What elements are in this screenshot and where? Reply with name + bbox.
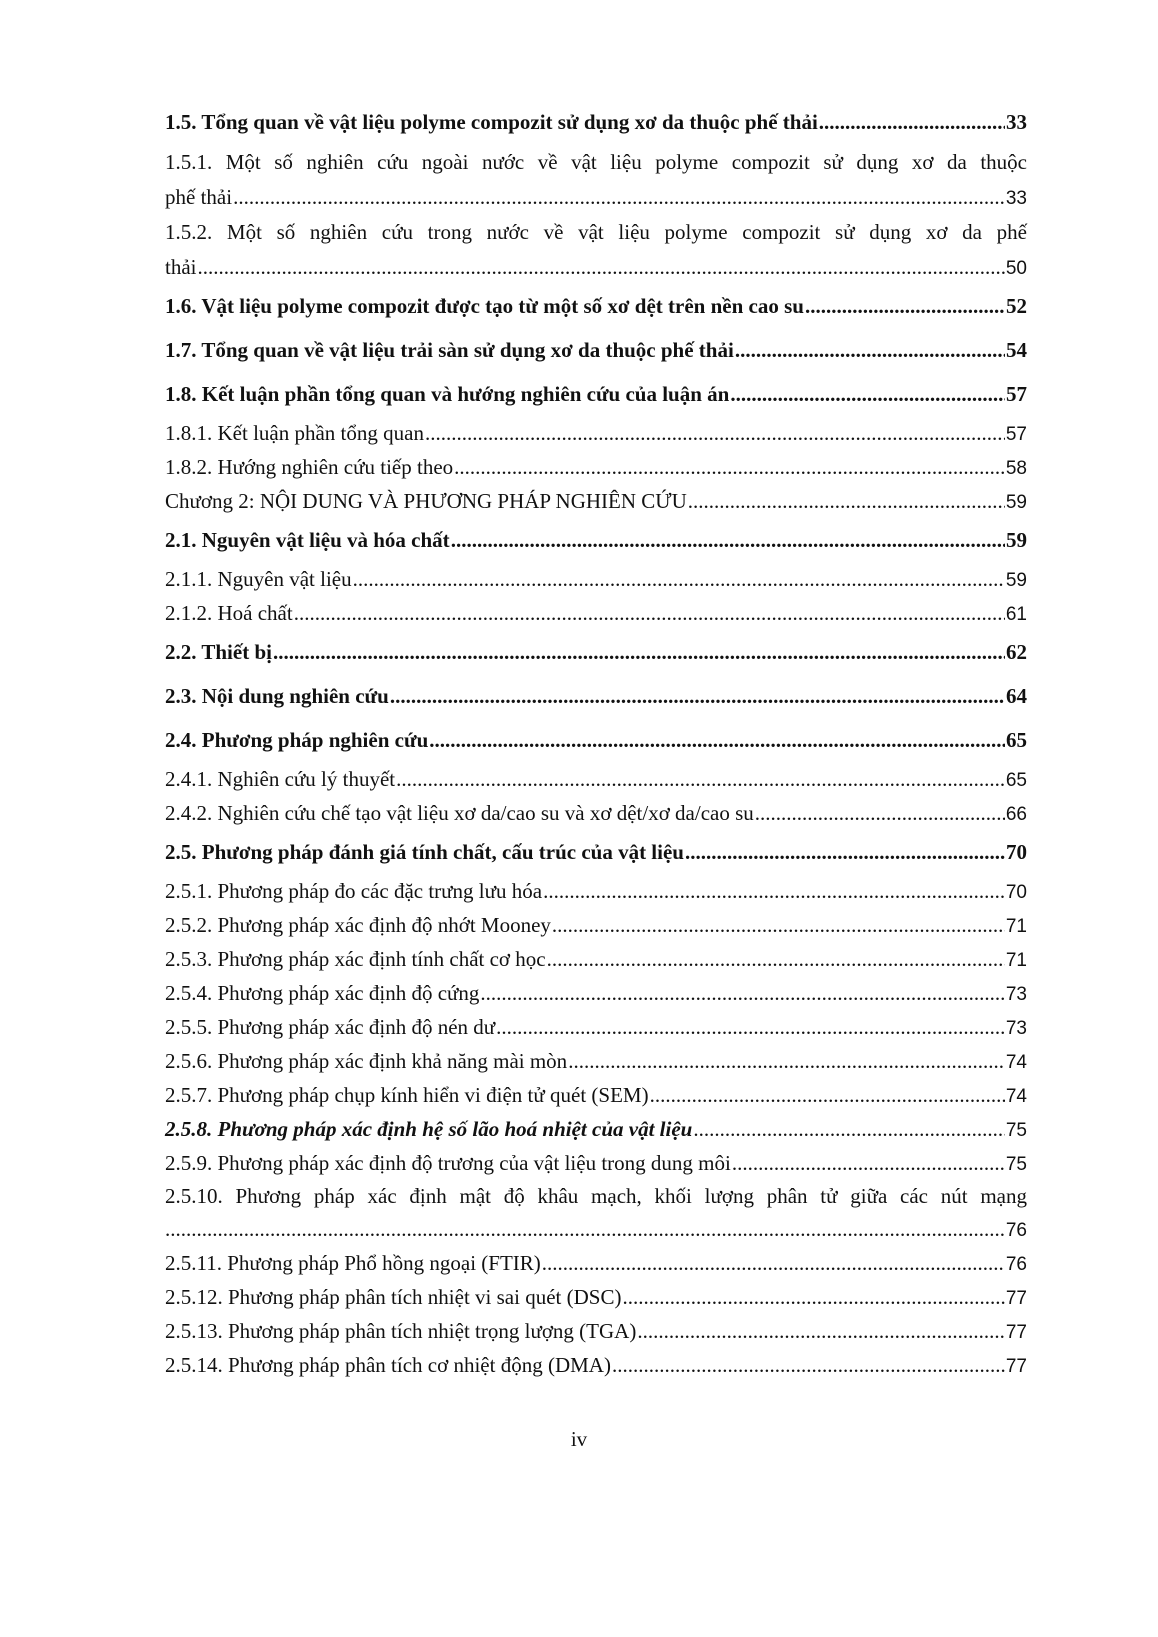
toc-entry-page: 71 [1005, 950, 1027, 971]
toc-entry-page: 76 [1005, 1254, 1027, 1275]
toc-entry-title: 2.5.9. Phương pháp xác định độ trương của vật liệu trong dung môi [165, 1151, 731, 1175]
toc-entry-page: 59 [1005, 492, 1027, 513]
toc-entry-title: Chương 2: NỘI DUNG VÀ PHƯƠNG PHÁP NGHIÊN CỨU [165, 489, 687, 513]
toc-entry[interactable] [165, 1146, 1027, 1180]
toc-leader-dots [353, 562, 1005, 596]
toc-leader-dots [805, 284, 1005, 328]
toc-entry-page: 74 [1005, 1052, 1027, 1073]
toc-entry-title: 2.1. Nguyên vật liệu và hóa chất [165, 528, 450, 552]
toc-entry-page: 77 [1005, 1356, 1027, 1377]
toc-entry-page: 70 [1006, 840, 1027, 864]
toc-entry-page: 71 [1005, 916, 1027, 937]
toc-entry-title: 2.4.2. Nghiên cứu chế tạo vật liệu xơ da/cao su và xơ dệt/xơ da/cao su [165, 801, 754, 825]
toc-entry-title: 2.5.11. Phương pháp Phổ hồng ngoại (FTIR) [165, 1251, 541, 1275]
toc-entry-title: 2.5.1. Phương pháp đo các đặc trưng lưu hóa [165, 879, 543, 903]
toc-entry-title: 2.4. Phương pháp nghiên cứu [165, 728, 429, 752]
toc-leader-dots [622, 1280, 1004, 1314]
toc-entry[interactable] [165, 1078, 1027, 1112]
table-of-contents [165, 100, 1027, 1382]
toc-entry-title: 2.5.8. Phương pháp xác định hệ số lão hoá nhiệt của vật liệu [165, 1117, 693, 1141]
toc-leader-dots [732, 1146, 1005, 1180]
toc-leader-dots [294, 596, 1005, 630]
toc-entry-title: 2.5.14. Phương pháp phân tích cơ nhiệt động (DMA) [165, 1353, 611, 1377]
toc-leader-dots [612, 1348, 1005, 1382]
toc-entry-title: 2.2. Thiết bị [165, 640, 272, 664]
toc-entry-page: 33 [1006, 110, 1027, 134]
toc-entry-title: 2.5.3. Phương pháp xác định tính chất cơ học [165, 947, 546, 971]
toc-entry[interactable] [165, 1246, 1027, 1280]
toc-leader-dots [425, 416, 1005, 450]
toc-leader-dots [568, 1044, 1005, 1078]
toc-entry-title: 1.7. Tổng quan về vật liệu trải sàn sử dụng xơ da thuộc phế thải [165, 338, 734, 362]
toc-leader-dots [637, 1314, 1005, 1348]
toc-leader-dots [543, 874, 1005, 908]
toc-leader-dots [429, 718, 1005, 762]
toc-leader-dots [819, 100, 1005, 144]
toc-entry[interactable] [165, 450, 1027, 484]
toc-entry-page: 73 [1005, 1018, 1027, 1039]
toc-leader-dots [735, 328, 1005, 372]
toc-entry-page: 66 [1005, 804, 1027, 825]
toc-entry-line1[interactable]: 1.5.1. Một số nghiên cứu ngoài nước về vật liệu polyme compozit sử dụng xơ da thuộc [165, 150, 1027, 174]
toc-entry[interactable] [165, 830, 1027, 874]
toc-entry-title: 2.5.6. Phương pháp xác định khả năng mài mòn [165, 1049, 568, 1073]
toc-entry-page: 76 [1005, 1220, 1027, 1241]
toc-entry-title: 2.5.5. Phương pháp xác định độ nén dư [165, 1015, 496, 1039]
toc-entry-title: 2.3. Nội dung nghiên cứu [165, 684, 389, 708]
toc-entry-title: 1.6. Vật liệu polyme compozit được tạo từ một số xơ dệt trên nền cao su [165, 294, 804, 318]
toc-entry-chapter[interactable] [165, 484, 1027, 518]
toc-entry-page: 57 [1005, 424, 1027, 445]
toc-entry-title: 2.5.7. Phương pháp chụp kính hiển vi điện tử quét (SEM) [165, 1083, 649, 1107]
page-number: iv [570, 1427, 588, 1451]
toc-leader-dots [451, 518, 1005, 562]
toc-entry-page: 54 [1006, 338, 1027, 362]
toc-entry[interactable] [165, 416, 1027, 450]
toc-entry[interactable] [165, 908, 1027, 942]
toc-entry[interactable] [165, 1314, 1027, 1348]
toc-leader-dots [165, 1212, 1005, 1246]
toc-entry[interactable] [165, 630, 1027, 674]
toc-entry[interactable] [165, 250, 1027, 284]
toc-entry-title: 2.4.1. Nghiên cứu lý thuyết [165, 767, 396, 791]
toc-entry-title: 1.5. Tổng quan về vật liệu polyme compozit sử dụng xơ da thuộc phế thải [165, 110, 818, 134]
toc-entry-title: 2.5.12. Phương pháp phân tích nhiệt vi sai quét (DSC) [165, 1285, 622, 1309]
toc-entry[interactable] [165, 1044, 1027, 1078]
toc-leader-dots [547, 942, 1005, 976]
toc-leader-dots [552, 908, 1005, 942]
toc-leader-dots [198, 250, 1005, 284]
toc-entry-page: 77 [1005, 1288, 1027, 1309]
toc-leader-dots [693, 1112, 1005, 1146]
toc-entry[interactable] [165, 518, 1027, 562]
toc-leader-dots [233, 180, 1005, 214]
toc-entry-page: 59 [1005, 570, 1027, 591]
toc-entry-page: 52 [1006, 294, 1027, 318]
toc-entry-line1[interactable]: 2.5.10. Phương pháp xác định mật độ khâu mạch, khối lượng phân tử giữa các nút mạng [165, 1184, 1027, 1208]
toc-leader-dots [650, 1078, 1005, 1112]
toc-entry[interactable] [165, 942, 1027, 976]
toc-entry-page: 74 [1005, 1086, 1027, 1107]
toc-entry[interactable] [165, 562, 1027, 596]
toc-entry-line1[interactable]: 1.5.2. Một số nghiên cứu trong nước về vật liệu polyme compozit sử dụng xơ da phế [165, 220, 1027, 244]
toc-entry[interactable] [165, 796, 1027, 830]
toc-entry-page: 33 [1005, 188, 1027, 209]
toc-entry[interactable] [165, 100, 1027, 144]
toc-entry[interactable] [165, 180, 1027, 214]
toc-entry[interactable] [165, 674, 1027, 718]
toc-entry[interactable] [165, 718, 1027, 762]
toc-entry-page: 75 [1005, 1154, 1027, 1175]
toc-entry-page: 58 [1005, 458, 1027, 479]
toc-entry[interactable] [165, 874, 1027, 908]
toc-leader-dots [496, 1010, 1005, 1044]
toc-entry[interactable] [165, 1010, 1027, 1044]
toc-entry-page: 59 [1006, 528, 1027, 552]
toc-entry[interactable] [165, 596, 1027, 630]
toc-leader-dots [454, 450, 1005, 484]
toc-entry-title: 2.5.4. Phương pháp xác định độ cứng [165, 981, 480, 1005]
toc-entry-page: 65 [1006, 728, 1027, 752]
toc-leader-dots [688, 484, 1005, 518]
toc-entry-page: 57 [1006, 382, 1027, 406]
toc-entry-title: 2.5.2. Phương pháp xác định độ nhớt Mooney [165, 913, 551, 937]
toc-entry-page: 61 [1005, 604, 1027, 625]
toc-entry-page: 64 [1006, 684, 1027, 708]
toc-entry-page: 73 [1005, 984, 1027, 1005]
toc-entry-title: 2.5. Phương pháp đánh giá tính chất, cấu trúc của vật liệu [165, 840, 684, 864]
toc-leader-dots [396, 762, 1005, 796]
toc-entry-page: 62 [1006, 640, 1027, 664]
toc-entry[interactable] [165, 1280, 1027, 1314]
toc-entry[interactable] [165, 762, 1027, 796]
toc-leader-dots [755, 796, 1005, 830]
toc-entry-title: 1.8.2. Hướng nghiên cứu tiếp theo [165, 455, 454, 479]
toc-entry[interactable] [165, 1212, 1027, 1246]
toc-entry-title: 2.1.1. Nguyên vật liệu [165, 567, 352, 591]
toc-entry-page: 70 [1005, 882, 1027, 903]
toc-entry-page: 50 [1005, 258, 1027, 279]
toc-entry[interactable] [165, 284, 1027, 328]
toc-entry-page: 77 [1005, 1322, 1027, 1343]
toc-entry[interactable] [165, 1348, 1027, 1382]
toc-entry-page: 65 [1005, 770, 1027, 791]
toc-entry-title: 1.8. Kết luận phần tổng quan và hướng nghiên cứu của luận án [165, 382, 730, 406]
toc-entry[interactable] [165, 372, 1027, 416]
toc-entry-title: 2.5.13. Phương pháp phân tích nhiệt trọng lượng (TGA) [165, 1319, 637, 1343]
toc-entry[interactable] [165, 328, 1027, 372]
toc-leader-dots [730, 372, 1005, 416]
toc-leader-dots [390, 674, 1005, 718]
toc-leader-dots [542, 1246, 1005, 1280]
toc-leader-dots [685, 830, 1005, 874]
toc-entry-title: 1.8.1. Kết luận phần tổng quan [165, 421, 424, 445]
toc-entry[interactable] [165, 1112, 1027, 1146]
toc-entry-title: 2.1.2. Hoá chất [165, 601, 293, 625]
toc-entry[interactable] [165, 976, 1027, 1010]
toc-entry-title: thải [165, 255, 197, 279]
toc-entry-page: 75 [1005, 1120, 1027, 1141]
toc-leader-dots [273, 630, 1005, 674]
toc-leader-dots [480, 976, 1004, 1010]
toc-entry-title: phế thải [165, 185, 233, 209]
